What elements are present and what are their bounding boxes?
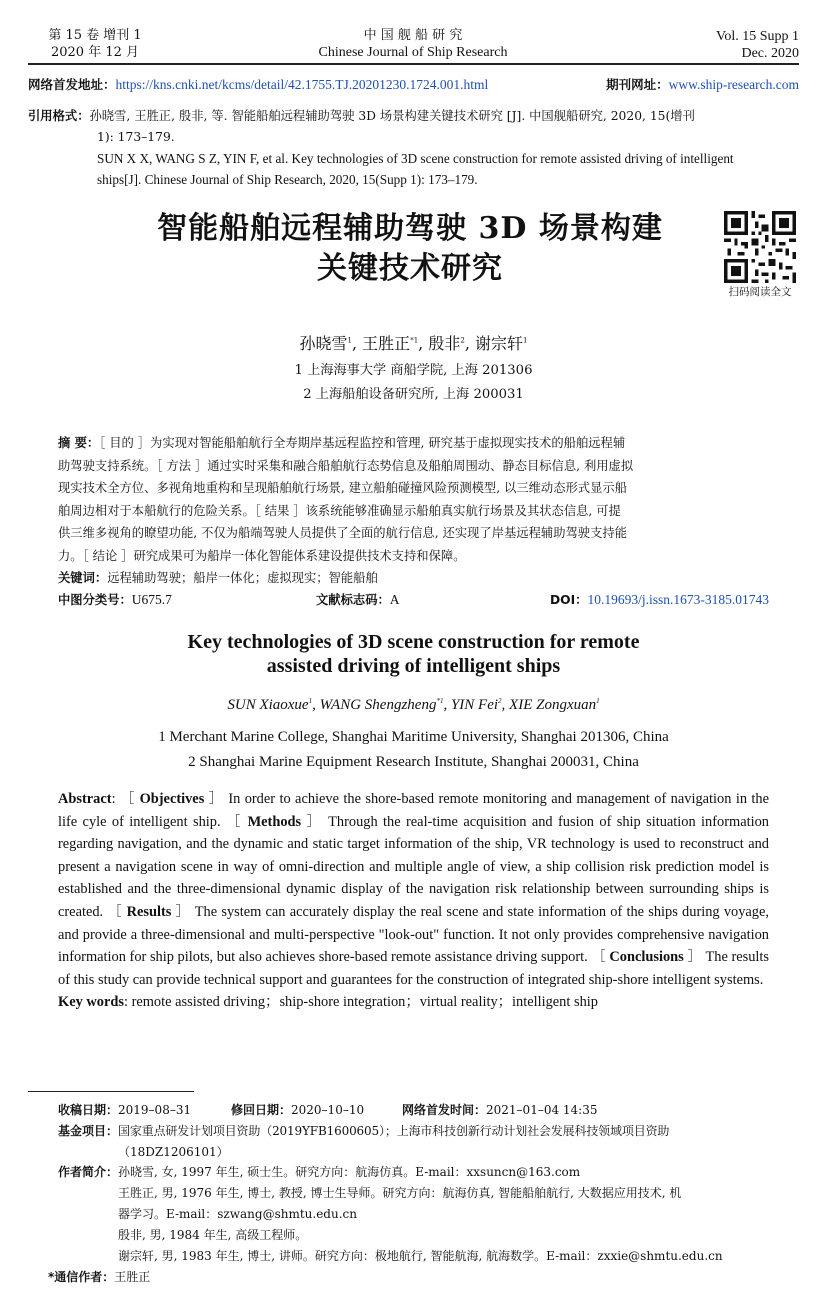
- affiliations-cn: [0, 359, 827, 407]
- author-en-3: YIN Fei: [450, 697, 499, 713]
- fund-line2: （18DZ1206101）: [118, 1145, 229, 1159]
- volume-cn: 第 15 卷 增刊 1: [48, 28, 142, 43]
- keywords-cn-label: 关键词：: [58, 571, 108, 585]
- affiliation-cn-1: 1 上海海事大学 商船学院, 上海 201306: [294, 363, 533, 378]
- title-en-line2: assisted driving of intelligent ships: [266, 655, 561, 677]
- conclusions-label: Conclusions: [609, 949, 684, 966]
- date-cn: 2020 年 12 月: [50, 45, 140, 60]
- authors-en: SUN Xiaoxue$^1$, WANG Shengzheng$^{*1}$, YIN Fei$^2$, XIE Zongxuan$^1$: [227, 697, 600, 713]
- bio-label: 作者简介：: [58, 1165, 119, 1179]
- corresponding-author: [48, 1267, 150, 1288]
- citation-en-line1: SUN X X, WANG S Z, YIN F, et al. Key technologies of 3D scene construction for remote assisted driving of intelligent: [97, 151, 734, 166]
- citation-en-line2: ships[J]. Chinese Journal of Ship Research, 2020, 15(Supp 1): 173–179.: [97, 172, 478, 187]
- received-date: [58, 1100, 191, 1121]
- affiliations-en: [0, 725, 827, 775]
- footnote-rule: [28, 1091, 194, 1092]
- revised-date: [231, 1100, 364, 1121]
- journal-website: [606, 75, 799, 93]
- journal-name-cn: 中 国 舰 船 研 究: [363, 28, 463, 43]
- bio-line: 殷非, 男, 1984 年生, 高级工程师。: [118, 1228, 308, 1242]
- title-cn-line1: 智能船舶远程辅助驾驶 3D 场景构建: [157, 211, 663, 246]
- author-en-4: XIE Zongxuan: [509, 697, 597, 713]
- methods-text: Through the real-time acquisition and fusion of ship situation information regarding navigation, and the dynamic and static target information of the ship, VR technology is used to reconstruct and present a navigation scene in way of omni-direction and multiple angle of view, a ship collision risk prediction model is established and the three-dimensional dynamic display of the navigation risk relationship between surrounding ships is created.: [58, 813, 770, 920]
- citation-block: [28, 106, 695, 127]
- affiliation-cn-2: 2 上海船舶设备研究所, 上海 200031: [303, 387, 524, 402]
- received-label: 收稿日期：: [58, 1103, 119, 1117]
- abstract-cn-line: 助驾驶支持系统。［ 方法 ］通过实时采集和融合船舶航行态势信息及船舶周围动、静态目标信息, 利用虚拟: [58, 458, 634, 473]
- clc-number: [58, 590, 172, 608]
- citation-label: 引用格式：: [28, 109, 90, 123]
- keywords-en: remote assisted driving；ship-shore integration；virtual reality；intelligent ship: [131, 994, 598, 1011]
- author-cn-2-sup: *1: [410, 336, 419, 345]
- author-bio: [58, 1162, 580, 1183]
- qr-caption: 扫码阅读全文: [728, 286, 792, 298]
- abstract-cn-line: 现实技术全方位、多视角地重构和呈现船舶航行场景, 建立船舶碰撞风险预测模型, 以三维动态形式显示船: [58, 481, 627, 495]
- title-en-line1: Key technologies of 3D scene construction for remote: [187, 631, 640, 653]
- online-address: [28, 75, 488, 93]
- citation-cn-line1: 孙晓雪, 王胜正, 殷非, 等. 智能船舶远程辅助驾驶 3D 场景构建关键技术研究 [J]. 中国舰船研究, 2020, 15(增刊: [89, 109, 695, 123]
- abstract-cn: [58, 432, 770, 590]
- fund-label: 基金项目：: [58, 1124, 119, 1138]
- keywords-en-label: Key words: [58, 994, 124, 1011]
- qr-code-icon[interactable]: [724, 211, 796, 283]
- online-first-date: [402, 1100, 598, 1121]
- objectives-text: In order to achieve the shore-based remote monitoring and management of navigation in the life cyle of intelligent ship.: [58, 791, 770, 830]
- online-first-label: 网络首发时间：: [402, 1103, 487, 1117]
- author-cn-4-sup: 1: [523, 336, 528, 345]
- header-journal: [263, 27, 563, 61]
- title-en: [0, 630, 827, 678]
- abstract-cn-line: 舶周边相对于本船航行的危险关系。［ 结果 ］该系统能够准确显示船舶真实航行场景及其状态信息, 可提: [58, 503, 621, 518]
- authors-cn: 孙晓雪$^1$, 王胜正$^{*1}$, 殷非$^2$, 谢宗轩$^1$: [299, 334, 528, 353]
- volume-en: Vol. 15 Supp 1: [716, 29, 799, 44]
- title-cn: [60, 209, 760, 289]
- doi-label: DOI：: [549, 593, 588, 607]
- journal-website-link[interactable]: www.ship-research.com: [668, 77, 799, 92]
- author-cn-4: 谢宗轩: [474, 334, 523, 353]
- doi-link[interactable]: 10.19693/j.issn.1673-3185.01743: [587, 592, 769, 607]
- journal-website-label: 期刊网址：: [606, 77, 669, 92]
- header-rule: [28, 63, 799, 65]
- affiliation-en-2: 2 Shanghai Marine Equipment Research Institute, Shanghai 200031, China: [188, 754, 639, 770]
- bio-line: 王胜正, 男, 1976 年生, 博士, 教授, 博士生导师。研究方向：航海仿真, 智能船舶航行, 大数据应用技术, 机: [118, 1186, 682, 1200]
- title-cn-line2: 关键技术研究: [317, 251, 503, 286]
- clc-value: U675.7: [131, 592, 172, 607]
- bio-line: 谢宗轩, 男, 1983 年生, 博士, 讲师。研究方向：极地航行, 智能航海, 航海数学。E-mail：zxxie@shmtu.edu.cn: [118, 1249, 723, 1263]
- affiliation-en-1: 1 Merchant Marine College, Shanghai Maritime University, Shanghai 201306, China: [158, 729, 669, 745]
- header-volume-cn: [40, 27, 150, 61]
- online-address-link[interactable]: https://kns.cnki.net/kcms/detail/42.1755.TJ.20201230.1724.001.html: [115, 77, 489, 92]
- author-cn-1: 孙晓雪: [299, 334, 348, 353]
- header-volume-en: [716, 28, 799, 62]
- abstract-en: Abstract: ［ Objectives ］ In order to achieve the shore-based remote monitoring and management of navigation in the life cyle of intelligent ship. ［ Methods ］ Through the real-time acquisition and fusion of ship situation information regarding navigation, and the dynamic and static target information of the ship, VR technology is used to reconstruct and present a navigation scene in way of omni-direction and multiple angle of view, a ship collision risk prediction model is established and the three-dimensional dynamic display of the navigation risk relationship between surrounding ships is created. ［ Results ］ The system can accurately display the real scene and state information of the ships during voyage, and provide a three-dimensional and multi-perspective "look-out" function. It not only provides comprehensive navigation information for ship pilots, but also achieves shore-based remote assistance driving support. ［ Conclusions ］ The results of this study can provide technical support and guarantees for the construction of integrated ship-shore intelligent systems. Key words: remote assisted driving；ship-shore integration；virtual reality；intelligent ship: [58, 791, 770, 1011]
- abstract-cn-line: 供三维多视角的瞭望功能, 不仅为船端驾驶人员提供了全面的航行信息, 还实现了岸基远程辅助驾驶支持能: [58, 526, 627, 540]
- author-cn-3-sup: 2: [460, 336, 465, 345]
- conclusions-text: The results of this study can provide technical support and guarantees for the construction of integrated ship-shore intelligent systems.: [58, 949, 770, 988]
- abstract-cn-line: ［ 目的 ］为实现对智能船舶航行全寿期岸基远程监控和管理, 研究基于虚拟现实技术的船舶远程辅: [99, 436, 626, 450]
- date-en: Dec. 2020: [741, 46, 799, 61]
- fund-project: [58, 1121, 669, 1142]
- document-code-label: 文献标志码：: [316, 593, 390, 607]
- abstract-cn-line: 力。［ 结论 ］研究成果可为船岸一体化智能体系建设提供技术支持和保障。: [58, 548, 466, 563]
- bio-line: 孙晓雪, 女, 1997 年生, 硕士生。研究方向：航海仿真。E-mail：xxsuncn@163.com: [118, 1165, 581, 1179]
- author-en-1: SUN Xiaoxue: [227, 697, 309, 713]
- author-cn-1-sup: 1: [347, 336, 352, 345]
- author-en-2-sup: *1: [436, 697, 444, 705]
- corresponding-label: *通信作者：: [48, 1270, 115, 1284]
- author-en-4-sup: 1: [596, 697, 600, 705]
- revised-value: 2020–10–10: [291, 1103, 365, 1117]
- author-en-3-sup: 2: [498, 697, 502, 705]
- bio-line: 器学习。E-mail：szwang@shmtu.edu.cn: [118, 1207, 357, 1221]
- received-value: 2019–08–31: [118, 1103, 192, 1117]
- results-text: The system can accurately display the real scene and state information of the ships during voyage, and provide a three-dimensional and multi-perspective "look-out" function. It not only provides comprehensive navigation information for ship pilots, but also achieves shore-based remote assistance driving support.: [58, 903, 769, 966]
- corresponding-value: 王胜正: [114, 1270, 151, 1284]
- abstract-cn-label: 摘 要：: [58, 436, 100, 450]
- methods-label: Methods: [247, 813, 302, 830]
- journal-name-en: Chinese Journal of Ship Research: [318, 45, 508, 60]
- author-cn-3: 殷非: [428, 334, 461, 353]
- author-en-1-sup: 1: [308, 697, 313, 705]
- revised-label: 修回日期：: [231, 1103, 292, 1117]
- citation-cn-line2: 1): 173–179.: [97, 130, 175, 144]
- fund-line1: 国家重点研发计划项目资助（2019YFB1600605）；上海市科技创新行动计划社会发展科技领域项目资助: [118, 1124, 670, 1138]
- keywords-cn: 远程辅助驾驶；船岸一体化；虚拟现实；智能船舶: [107, 571, 378, 585]
- abstract-en-label: Abstract: [58, 791, 112, 807]
- document-code: [316, 590, 400, 608]
- online-first-value: 2021–01–04 14:35: [486, 1103, 598, 1117]
- author-cn-2: 王胜正: [362, 334, 411, 353]
- clc-label: 中图分类号：: [58, 593, 132, 607]
- online-address-label: 网络首发地址：: [28, 77, 116, 92]
- doi: [550, 590, 769, 608]
- objectives-label: Objectives: [139, 791, 205, 807]
- results-label: Results: [126, 903, 172, 920]
- document-code-value: A: [389, 592, 400, 607]
- author-en-2: WANG Shengzheng: [319, 697, 437, 713]
